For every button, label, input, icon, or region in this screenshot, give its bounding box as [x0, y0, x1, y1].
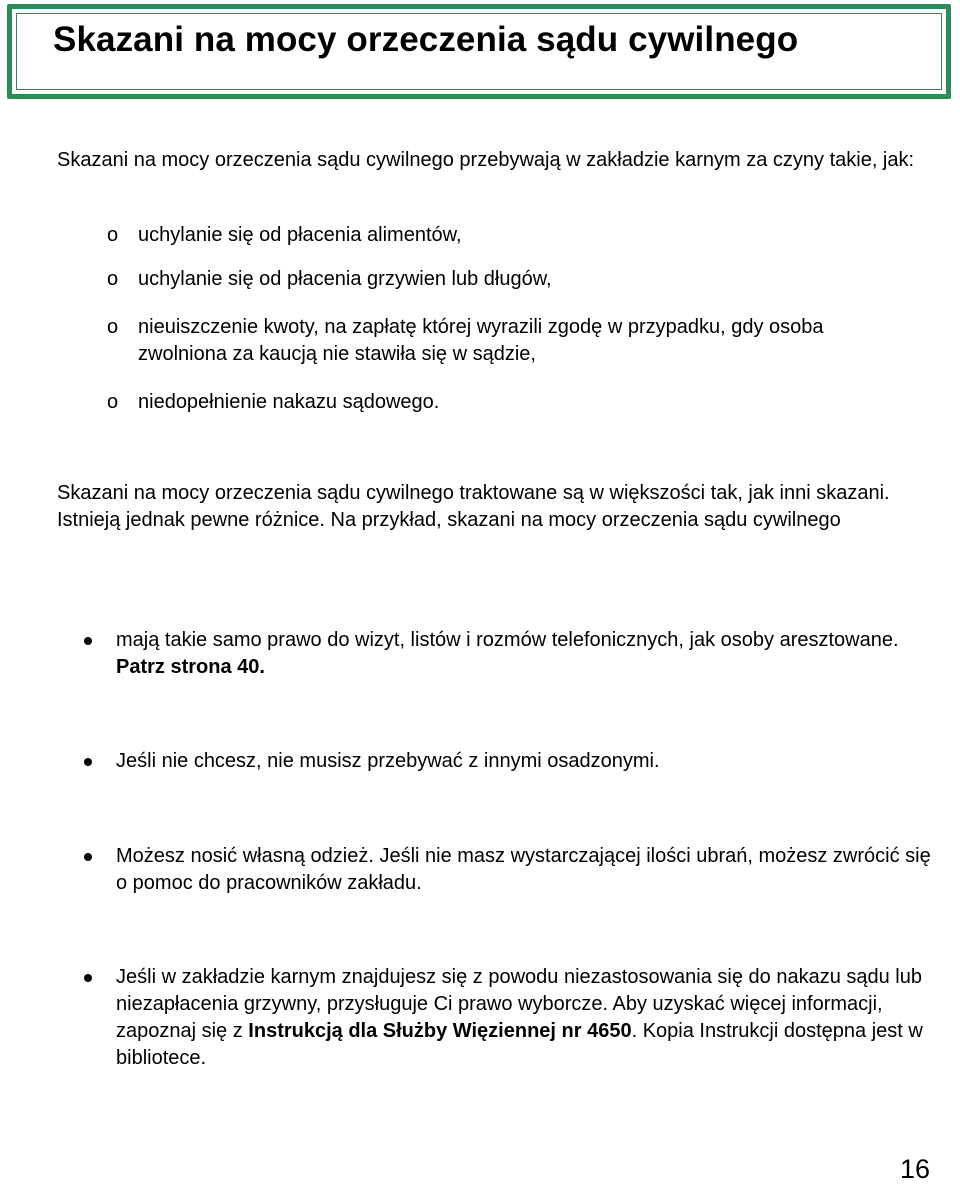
offence-text: uchylanie się od płacenia grzywien lub długów, [138, 268, 552, 290]
difference-paragraph: Skazani na mocy orzeczenia sądu cywilnego traktowane są w większości tak, jak inni skazani. Istnieją jednak pewne różnice. Na przykład, skazani na mocy orzeczenia sądu cywilnego [57, 482, 890, 531]
offence-item [107, 314, 907, 368]
offence-item [107, 389, 907, 416]
list-marker: o [107, 391, 119, 413]
offence-text: niedopełnienie nakazu sądowego. [138, 391, 440, 413]
list-marker: o [107, 268, 119, 290]
bullet-icon [84, 974, 92, 982]
list-marker: o [107, 224, 119, 246]
page-number: 16 [899, 1154, 930, 1184]
right-text: Możesz nosić własną odzież. Jeśli nie masz wystarczającej ilości ubrań, możesz zwrócić się o pomoc do pracowników zakładu. [116, 845, 931, 894]
offence-text: nieuiszczenie kwoty, na zapłatę której wyrazili zgodę w przypadku, gdy osoba zwolniona za kaucją nie stawiła się w sądzie, [138, 316, 824, 365]
bullet-icon [84, 853, 92, 861]
bullet-icon [84, 637, 92, 645]
intro-paragraph: Skazani na mocy orzeczenia sądu cywilnego przebywają w zakładzie karnym za czyny takie, jak: [57, 149, 915, 171]
right-text: Jeśli w zakładzie karnym znajdujesz się z powodu niezastosowania się do nakazu sądu lub niezapłacenia grzywny, przysługuje Ci prawo wyborcze. Aby uzyskać więcej informacji, zapoznaj się z Instrukcją dla Służby Więziennej nr 4650. Kopia Instrukcji dostępna jest w bibliotece. [116, 966, 923, 1069]
offence-item [107, 266, 907, 293]
bullet-icon [84, 758, 92, 766]
right-text: mają takie samo prawo do wizyt, listów i rozmów telefonicznych, jak osoby aresztowane. Patrz strona 40. [116, 629, 899, 678]
offence-item [107, 222, 907, 249]
right-text: Jeśli nie chcesz, nie musisz przebywać z innymi osadzonymi. [116, 750, 660, 772]
page-reference: Patrz strona 40. [116, 656, 265, 678]
instruction-reference: Instrukcją dla Służby Więziennej nr 4650 [248, 1020, 632, 1042]
offence-text: uchylanie się od płacenia alimentów, [138, 224, 462, 246]
list-marker: o [107, 316, 119, 338]
page-title: Skazani na mocy orzeczenia sądu cywilnego [53, 20, 799, 59]
